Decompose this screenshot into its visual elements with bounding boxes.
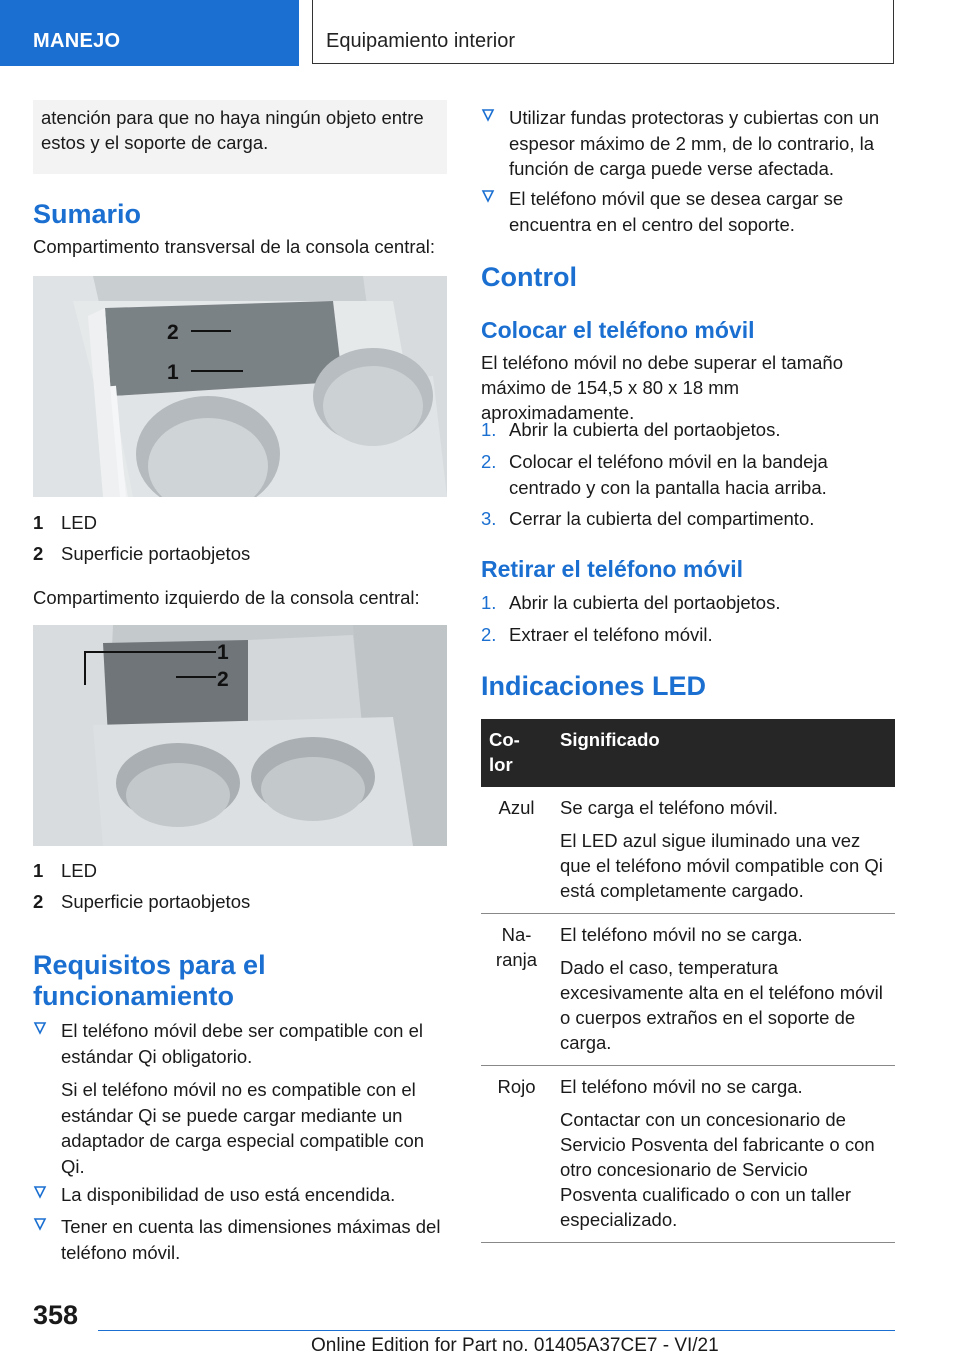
triangle-bullet-icon [481, 108, 495, 122]
table-row [481, 1066, 895, 1243]
led-meaning-cell [552, 914, 895, 1066]
column-header-color-line1: Co- [489, 729, 520, 750]
step-number: 3. [481, 508, 497, 529]
column-header-meaning: Significado [552, 719, 895, 787]
led-color-cell [481, 914, 552, 1066]
led-meaning-line1: El teléfono móvil no se carga. [560, 1076, 803, 1097]
step-item [481, 590, 895, 616]
step-number: 2. [481, 624, 497, 645]
colocar-heading: Colocar el teléfono móvil [481, 317, 755, 343]
intro-transversal: Compartimento transversal de la consola central: [33, 236, 436, 257]
column-header-color-line2: lor [489, 754, 513, 775]
triangle-bullet-icon [33, 1217, 47, 1231]
control-heading: Control [481, 262, 577, 292]
footer-divider [98, 1330, 895, 1331]
console-photo-2 [33, 625, 447, 846]
step-item [481, 622, 895, 648]
led-meaning-line2: El LED azul sigue iluminado una vez que el teléfono móvil compatible con Qi está completamente cargado. [560, 830, 883, 901]
triangle-bullet-icon [33, 1185, 47, 1199]
section-title: MANEJO [33, 30, 121, 52]
chapter-header [312, 0, 894, 64]
requirement-subtext: Si el teléfono móvil no es compatible con el estándar Qi se puede cargar mediante un adaptador de carga especial compatible con Qi. [61, 1079, 425, 1177]
chapter-title: Equipamiento interior [326, 30, 515, 52]
note-continuation [33, 100, 447, 174]
legend-number: 1 [33, 860, 44, 881]
indicaciones-heading: Indicaciones LED [481, 671, 707, 701]
step-text: Cerrar la cubierta del compartimento. [509, 508, 815, 529]
table-row [481, 914, 895, 1066]
led-indications-table [481, 719, 895, 1243]
figure-left-compartment [33, 625, 447, 846]
triangle-bullet-icon [33, 1021, 47, 1035]
table-header-row [481, 719, 895, 787]
legend-text: Superficie portaobjetos [61, 891, 251, 912]
requirement-item [33, 1214, 448, 1265]
console-photo-1 [33, 276, 447, 497]
requisitos-heading-line1: Requisitos para el [33, 950, 266, 980]
section-tab [0, 0, 299, 66]
figure-transversal-compartment [33, 276, 447, 497]
table-row [481, 787, 895, 914]
led-color-text: Rojo [497, 1076, 536, 1097]
requisitos-heading [33, 950, 447, 1012]
page-number: 358 [33, 1300, 79, 1330]
led-meaning-cell [552, 1066, 895, 1243]
led-color-text-line2: ranja [495, 949, 538, 970]
step-text: Extraer el teléfono móvil. [509, 624, 713, 645]
column-header-color [481, 719, 552, 787]
requirement-item [33, 1018, 448, 1179]
step-number: 1. [481, 419, 497, 440]
led-meaning-line2: Dado el caso, temperatura excesivamente alta en el teléfono móvil o cuerpos extraños en el soporte de carga. [560, 957, 883, 1053]
step-text: Abrir la cubierta del portaobjetos. [509, 419, 781, 440]
requirement-item [33, 1182, 448, 1208]
step-text: Abrir la cubierta del portaobjetos. [509, 592, 781, 613]
sumario-heading: Sumario [33, 199, 142, 229]
intro-izquierdo: Compartimento izquierdo de la consola central: [33, 587, 420, 608]
led-color-cell [481, 787, 552, 914]
retirar-heading: Retirar el teléfono móvil [481, 556, 744, 582]
callout-2: 2 [217, 668, 229, 691]
legend-text: Superficie portaobjetos [61, 543, 251, 564]
requirement-text: El teléfono móvil que se desea cargar se encuentra en el centro del soporte. [509, 188, 844, 235]
led-meaning-line1: Se carga el teléfono móvil. [560, 797, 779, 818]
requirement-text: Tener en cuenta las dimensiones máximas del teléfono móvil. [61, 1216, 441, 1263]
legend-text: LED [61, 860, 97, 881]
requirement-text: La disponibilidad de uso está encendida. [61, 1184, 396, 1205]
led-meaning-line2: Contactar con un concesionario de Servicio Posventa del fabricante o con otro concesionario de Servicio Posventa cualificado o con un taller especializado. [560, 1109, 875, 1230]
step-item [481, 449, 895, 500]
callout-2: 2 [167, 321, 179, 344]
step-item [481, 417, 895, 443]
step-number: 2. [481, 451, 497, 472]
led-meaning-cell [552, 787, 895, 914]
callout-1: 1 [217, 641, 229, 664]
colocar-intro: El teléfono móvil no debe superar el tamaño máximo de 154,5 x 80 x 18 mm aproximadamente. [481, 352, 843, 423]
led-color-text: Na- [501, 924, 532, 945]
requirement-item [481, 105, 895, 182]
requisitos-heading-line2: funcionamiento [33, 981, 234, 1011]
step-number: 1. [481, 592, 497, 613]
led-color-cell [481, 1066, 552, 1243]
callout-1: 1 [167, 361, 179, 384]
requirement-text: Utilizar fundas protectoras y cubiertas con un espesor máximo de 2 mm, de lo contrario, la función de carga puede verse afectada. [509, 107, 880, 179]
triangle-bullet-icon [481, 189, 495, 203]
note-text: atención para que no haya ningún objeto entre estos y el soporte de carga. [41, 107, 424, 153]
requirement-item [481, 186, 895, 237]
legend-text: LED [61, 512, 97, 533]
led-meaning-line1: El teléfono móvil no se carga. [560, 924, 803, 945]
legend-number: 1 [33, 512, 44, 533]
requirement-text: El teléfono móvil debe ser compatible con el estándar Qi obligatorio. [61, 1020, 423, 1067]
step-item [481, 506, 895, 532]
legend-number: 2 [33, 543, 44, 564]
step-text: Colocar el teléfono móvil en la bandeja centrado y con la pantalla hacia arriba. [509, 451, 828, 498]
edition-info: Online Edition for Part no. 01405A37CE7 - VI/21 [311, 1335, 719, 1356]
legend-number: 2 [33, 891, 44, 912]
led-color-text: Azul [498, 797, 535, 818]
